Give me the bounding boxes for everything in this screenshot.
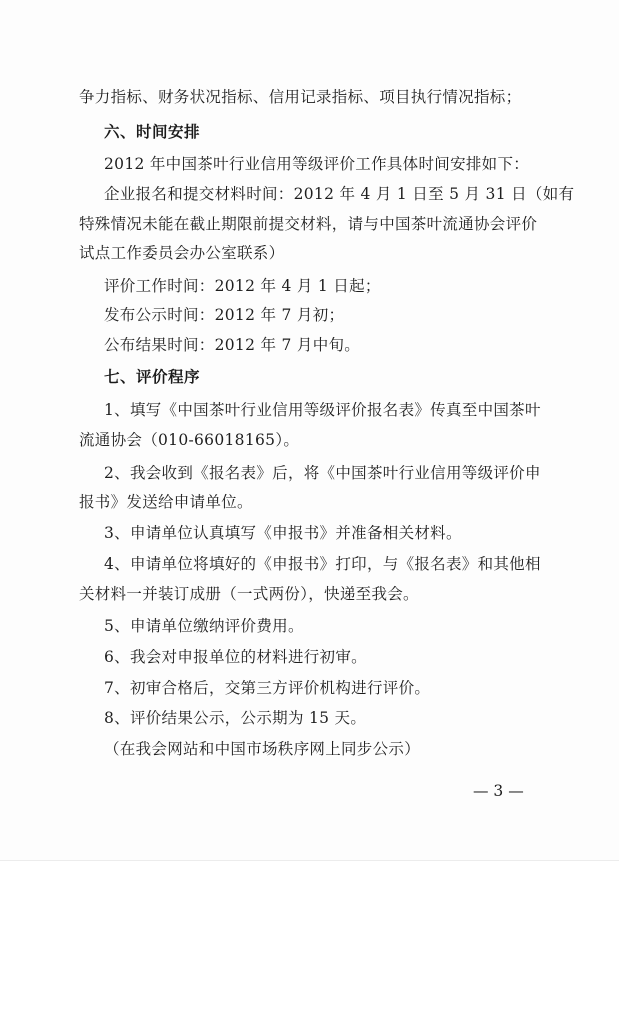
text-line-evaluation-time: 评价工作时间：2012 年 4 月 1 日起； [104,277,381,295]
text-line-registration-contact: 试点工作委员会办公室联系） [79,244,285,262]
page-number: — 3 — [473,782,524,800]
text-line-step-2: 2、我会收到《报名表》后，将《中国茶叶行业信用等级评价申 [104,464,541,482]
text-line-step-4: 4、申请单位将填好的《申报书》打印，与《报名表》和其他相 [104,555,541,573]
text-line-step-8: 8、评价结果公示，公示期为 15 天。 [104,709,367,727]
section-heading-schedule: 六、时间安排 [104,123,201,141]
text-line-step-1: 1、填写《中国茶叶行业信用等级评价报名表》传真至中国茶叶 [104,401,541,419]
text-line-publish-time: 发布公示时间：2012 年 7 月初； [104,306,345,324]
text-line-registration-note: 特殊情况未能在截止期限前提交材料，请与中国茶叶流通协会评价 [79,215,538,233]
text-line-step-8-note: （在我会网站和中国市场秩序网上同步公示） [104,740,421,758]
text-line-step-5: 5、申请单位缴纳评价费用。 [104,617,304,635]
text-line-step-6: 6、我会对申报单位的材料进行初审。 [104,648,367,666]
text-line-step-7: 7、初审合格后，交第三方评价机构进行评价。 [104,679,431,697]
text-line-step-4-cont: 关材料一并装订成册（一式两份），快递至我会。 [79,585,419,603]
text-line-step-1-cont: 流通协会（010-66018165）。 [79,431,300,449]
blank-area [0,860,619,1025]
section-heading-procedure: 七、评价程序 [104,368,201,386]
text-line-step-2-cont: 报书》发送给申请单位。 [79,493,253,511]
text-line-result-time: 公布结果时间：2012 年 7 月中旬。 [104,336,361,354]
text-line-1: 争力指标、财务状况指标、信用记录指标、项目执行情况指标； [79,88,522,106]
text-line-registration-period: 企业报名和提交材料时间：2012 年 4 月 1 日至 5 月 31 日（如有 [104,185,575,203]
text-line-schedule-intro: 2012 年中国茶叶行业信用等级评价工作具体时间安排如下： [104,155,530,173]
text-line-step-3: 3、申请单位认真填写《申报书》并准备相关材料。 [104,524,462,542]
